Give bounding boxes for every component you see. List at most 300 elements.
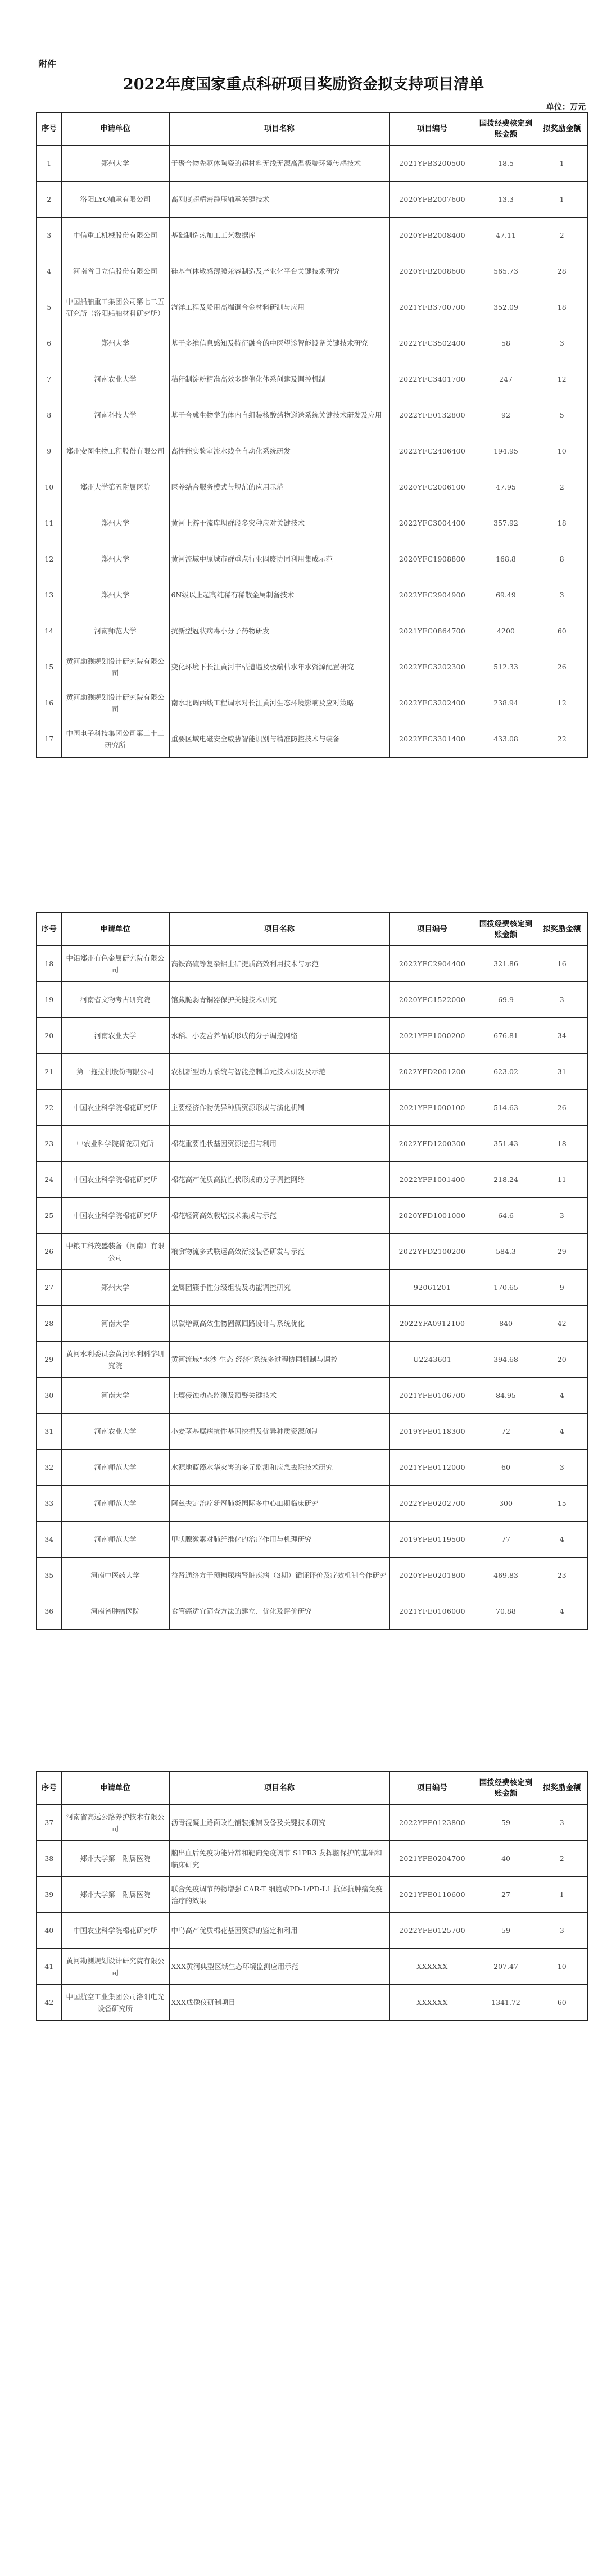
funding-amount-cell: 1341.72 (475, 1985, 537, 2021)
funding-amount-cell: 13.3 (475, 182, 537, 218)
seq-cell: 14 (37, 613, 61, 649)
project-name-cell: 食管癌适宜筛查方法的建立、优化及评价研究 (169, 1593, 389, 1630)
funding-amount-cell: 321.86 (475, 946, 537, 982)
seq-cell: 39 (37, 1877, 61, 1913)
project-code-cell: 2022YFE0132800 (389, 397, 475, 433)
applicant-cell: 郑州大学第一附属医院 (61, 1841, 169, 1877)
applicant-cell: 中粮工科茂盛装备（河南）有限公司 (61, 1234, 169, 1270)
seq-cell: 31 (37, 1414, 61, 1450)
table-row (37, 146, 587, 182)
seq-cell: 37 (37, 1805, 61, 1841)
header-project-code: 项目编号 (389, 913, 475, 946)
award-amount-cell: 26 (537, 1090, 587, 1126)
project-name-cell: 基于合成生物学的体内自组装核酸药物递送系统关键技术研发及应用 (169, 397, 389, 433)
table-header-row (37, 1772, 587, 1805)
header-award-amount: 拟奖励金额 (537, 913, 587, 946)
funding-amount-cell: 69.49 (475, 577, 537, 613)
table-row (37, 253, 587, 289)
seq-cell: 23 (37, 1126, 61, 1162)
table-header-row (37, 913, 587, 946)
award-amount-cell: 1 (537, 146, 587, 182)
applicant-cell: 中国农业科学院棉花研究所 (61, 1913, 169, 1949)
project-code-cell: 2021YFE0204700 (389, 1841, 475, 1877)
award-amount-cell: 3 (537, 577, 587, 613)
applicant-cell: 河南师范大学 (61, 1486, 169, 1522)
project-name-cell: 甲状腺激素对肺纤维化的治疗作用与机理研究 (169, 1522, 389, 1558)
table-row (37, 325, 587, 361)
table-row (37, 649, 587, 685)
project-name-cell: 棉花重要性状基因资源挖掘与利用 (169, 1126, 389, 1162)
project-name-cell: 小麦茎基腐病抗性基因挖掘及优异种质资源创制 (169, 1414, 389, 1450)
project-name-cell: 基础制造热加工工艺数据库 (169, 218, 389, 253)
project-name-cell: 农机新型动力系统与智能控制单元技术研发及示范 (169, 1054, 389, 1090)
project-name-cell: 黄河上游干流库坝群段多灾种应对关键技术 (169, 505, 389, 541)
table-row (37, 1593, 587, 1630)
funding-amount-cell: 72 (475, 1414, 537, 1450)
seq-cell: 24 (37, 1162, 61, 1198)
project-name-cell: 棉花轻简高效栽培技术集成与示范 (169, 1198, 389, 1234)
table-row (37, 505, 587, 541)
table-row (37, 1486, 587, 1522)
project-name-cell: 高刚度超精密静压轴承关键技术 (169, 182, 389, 218)
table-row (37, 1913, 587, 1949)
header-project-name: 项目名称 (169, 112, 389, 146)
project-name-cell: 阿兹夫定治疗新冠肺炎国际多中心Ⅲ期临床研究 (169, 1486, 389, 1522)
award-amount-cell: 11 (537, 1162, 587, 1198)
project-name-cell: XXX成像仪研制项目 (169, 1985, 389, 2021)
seq-cell: 40 (37, 1913, 61, 1949)
award-amount-cell: 60 (537, 613, 587, 649)
table-row (37, 1126, 587, 1162)
table-row (37, 946, 587, 982)
header-seq: 序号 (37, 112, 61, 146)
applicant-cell: 中铝郑州有色金属研究院有限公司 (61, 946, 169, 982)
project-code-cell: 2020YFE0201800 (389, 1558, 475, 1593)
award-amount-cell: 60 (537, 1985, 587, 2021)
project-code-cell: U2243601 (389, 1342, 475, 1378)
funding-amount-cell: 238.94 (475, 685, 537, 721)
project-code-cell: 2021YFE0106700 (389, 1378, 475, 1414)
seq-cell: 29 (37, 1342, 61, 1378)
award-amount-cell: 3 (537, 1450, 587, 1486)
applicant-cell: 河南省高远公路养护技术有限公司 (61, 1805, 169, 1841)
project-table-page-1 (36, 112, 588, 758)
table-row (37, 1558, 587, 1593)
header-funding-amount: 国拨经费核定到账金额 (475, 913, 537, 946)
award-amount-cell: 4 (537, 1593, 587, 1630)
seq-cell: 25 (37, 1198, 61, 1234)
funding-amount-cell: 584.3 (475, 1234, 537, 1270)
applicant-cell: 河南师范大学 (61, 1522, 169, 1558)
funding-amount-cell: 77 (475, 1522, 537, 1558)
seq-cell: 33 (37, 1486, 61, 1522)
page-title: 2022年度国家重点科研项目奖励资金拟支持项目清单 (123, 76, 484, 93)
project-name-cell: 硅基气体敏感薄膜兼容制造及产业化平台关键技术研究 (169, 253, 389, 289)
project-code-cell: 2021YFE0112000 (389, 1450, 475, 1486)
applicant-cell: 第一拖拉机股份有限公司 (61, 1054, 169, 1090)
project-table-page-3 (36, 1771, 588, 2021)
header-seq: 序号 (37, 913, 61, 946)
project-name-cell: 联合免疫调节药物增强 CAR-T 细胞或PD-1/PD-L1 抗体抗肿瘤免疫治疗的效果 (169, 1877, 389, 1913)
project-code-cell: 2021YFE0106000 (389, 1593, 475, 1630)
funding-amount-cell: 60 (475, 1450, 537, 1486)
seq-cell: 8 (37, 397, 61, 433)
project-code-cell: 2021YFF1000100 (389, 1090, 475, 1126)
table-row (37, 433, 587, 469)
project-name-cell: 馆藏脆弱青铜器保护关键技术研究 (169, 982, 389, 1018)
table-row (37, 577, 587, 613)
project-name-cell: 中乌高产优质棉花基因资源的鉴定和利用 (169, 1913, 389, 1949)
project-name-cell: 医养结合服务模式与规范的应用示范 (169, 469, 389, 505)
header-project-code: 项目编号 (389, 112, 475, 146)
header-funding-amount: 国拨经费核定到账金额 (475, 112, 537, 146)
project-code-cell: XXXXXX (389, 1949, 475, 1985)
project-name-cell: 6N级以上超高纯稀有稀散金属制备技术 (169, 577, 389, 613)
project-name-cell: 棉花高产优质高抗性状形成的分子调控网络 (169, 1162, 389, 1198)
award-amount-cell: 20 (537, 1342, 587, 1378)
applicant-cell: 河南省日立信股份有限公司 (61, 253, 169, 289)
table-row (37, 721, 587, 758)
project-name-cell: 水稻、小麦营养品质形成的分子调控网络 (169, 1018, 389, 1054)
seq-cell: 17 (37, 721, 61, 758)
funding-amount-cell: 59 (475, 1913, 537, 1949)
applicant-cell: 河南省文物考古研究院 (61, 982, 169, 1018)
project-name-cell: 主要经济作物优异种质资源形成与演化机制 (169, 1090, 389, 1126)
seq-cell: 28 (37, 1306, 61, 1342)
applicant-cell: 郑州大学 (61, 325, 169, 361)
project-code-cell: 2022YFC3004400 (389, 505, 475, 541)
award-amount-cell: 3 (537, 982, 587, 1018)
award-amount-cell: 18 (537, 1126, 587, 1162)
funding-amount-cell: 40 (475, 1841, 537, 1877)
seq-cell: 13 (37, 577, 61, 613)
award-amount-cell: 3 (537, 1198, 587, 1234)
table-row (37, 1877, 587, 1913)
table-row (37, 182, 587, 218)
project-code-cell: 2021YFF1000200 (389, 1018, 475, 1054)
funding-amount-cell: 247 (475, 361, 537, 397)
project-code-cell: 2022YFE0123800 (389, 1805, 475, 1841)
seq-cell: 7 (37, 361, 61, 397)
project-name-cell: 于聚合物先驱体陶瓷的超材料无线无源高温极端环境传感技术 (169, 146, 389, 182)
applicant-cell: 中国农业科学院棉花研究所 (61, 1162, 169, 1198)
table-row (37, 1949, 587, 1985)
applicant-cell: 河南师范大学 (61, 613, 169, 649)
project-code-cell: 2021YFE0110600 (389, 1877, 475, 1913)
project-name-cell: 以碳增氮高效生物固氮回路设计与系统优化 (169, 1306, 389, 1342)
applicant-cell: 中国电子科技集团公司第二十二研究所 (61, 721, 169, 758)
applicant-cell: 河南中医药大学 (61, 1558, 169, 1593)
funding-amount-cell: 300 (475, 1486, 537, 1522)
header-project-code: 项目编号 (389, 1772, 475, 1805)
funding-amount-cell: 676.81 (475, 1018, 537, 1054)
header-funding-amount: 国拨经费核定到账金额 (475, 1772, 537, 1805)
table-header-row (37, 112, 587, 146)
applicant-cell: 中国农业科学院棉花研究所 (61, 1198, 169, 1234)
seq-cell: 22 (37, 1090, 61, 1126)
project-code-cell: 2022YFC2406400 (389, 433, 475, 469)
applicant-cell: 河南大学 (61, 1306, 169, 1342)
award-amount-cell: 4 (537, 1522, 587, 1558)
table-row (37, 613, 587, 649)
funding-amount-cell: 352.09 (475, 289, 537, 325)
project-name-cell: 南水北调西线工程调水对长江黄河生态环境影响及应对策略 (169, 685, 389, 721)
funding-amount-cell: 69.9 (475, 982, 537, 1018)
applicant-cell: 郑州大学 (61, 577, 169, 613)
seq-cell: 6 (37, 325, 61, 361)
funding-amount-cell: 514.63 (475, 1090, 537, 1126)
project-code-cell: 2022YFE0202700 (389, 1486, 475, 1522)
seq-cell: 16 (37, 685, 61, 721)
funding-amount-cell: 512.33 (475, 649, 537, 685)
applicant-cell: 河南农业大学 (61, 1414, 169, 1450)
seq-cell: 20 (37, 1018, 61, 1054)
award-amount-cell: 4 (537, 1414, 587, 1450)
award-amount-cell: 3 (537, 1913, 587, 1949)
award-amount-cell: 26 (537, 649, 587, 685)
project-code-cell: 2022YFC3202300 (389, 649, 475, 685)
applicant-cell: 河南农业大学 (61, 1018, 169, 1054)
table-row (37, 1522, 587, 1558)
table-row (37, 1090, 587, 1126)
applicant-cell: 中农业科学院棉花研究所 (61, 1126, 169, 1162)
project-name-cell: 变化环境下长江黄河丰枯遭遇及极端枯水年水资源配置研究 (169, 649, 389, 685)
award-amount-cell: 1 (537, 182, 587, 218)
applicant-cell: 郑州大学 (61, 146, 169, 182)
award-amount-cell: 2 (537, 1841, 587, 1877)
applicant-cell: 河南大学 (61, 1378, 169, 1414)
project-name-cell: 高铁高硫等复杂铝土矿提质高效利用技术与示范 (169, 946, 389, 982)
seq-cell: 32 (37, 1450, 61, 1486)
award-amount-cell: 18 (537, 505, 587, 541)
funding-amount-cell: 168.8 (475, 541, 537, 577)
project-name-cell: 金属团簇手性分级组装及功能调控研究 (169, 1270, 389, 1306)
project-code-cell: 2022YFC3401700 (389, 361, 475, 397)
funding-amount-cell: 623.02 (475, 1054, 537, 1090)
applicant-cell: 河南师范大学 (61, 1450, 169, 1486)
applicant-cell: 黄河勘测规划设计研究院有限公司 (61, 1949, 169, 1985)
award-amount-cell: 10 (537, 1949, 587, 1985)
project-name-cell: 粮食物流多式联运高效衔接装备研发与示范 (169, 1234, 389, 1270)
table-row (37, 1054, 587, 1090)
project-code-cell: 2021YFB3200500 (389, 146, 475, 182)
project-code-cell: 2020YFC2006100 (389, 469, 475, 505)
project-code-cell: 2020YFD1001000 (389, 1198, 475, 1234)
project-code-cell: 2022YFC3202400 (389, 685, 475, 721)
award-amount-cell: 28 (537, 253, 587, 289)
funding-amount-cell: 394.68 (475, 1342, 537, 1378)
applicant-cell: 郑州大学 (61, 505, 169, 541)
award-amount-cell: 2 (537, 469, 587, 505)
award-amount-cell: 18 (537, 289, 587, 325)
header-project-name: 项目名称 (169, 913, 389, 946)
seq-cell: 18 (37, 946, 61, 982)
table-row (37, 361, 587, 397)
project-name-cell: 重要区域电磁安全威胁智能识别与精准防控技术与装备 (169, 721, 389, 758)
seq-cell: 41 (37, 1949, 61, 1985)
award-amount-cell: 16 (537, 946, 587, 982)
table-row (37, 1450, 587, 1486)
project-code-cell: 2020YFB2008600 (389, 253, 475, 289)
header-applicant: 申请单位 (61, 1772, 169, 1805)
table-row (37, 1270, 587, 1306)
project-table-page-2 (36, 912, 588, 1630)
funding-amount-cell: 194.95 (475, 433, 537, 469)
seq-cell: 9 (37, 433, 61, 469)
applicant-cell: 郑州安图生物工程股份有限公司 (61, 433, 169, 469)
funding-amount-cell: 47.95 (475, 469, 537, 505)
project-code-cell: 92061201 (389, 1270, 475, 1306)
applicant-cell: 郑州大学第一附属医院 (61, 1877, 169, 1913)
project-name-cell: 秸秆制淀粉精准高效多酶催化体系创建及调控机制 (169, 361, 389, 397)
applicant-cell: 郑州大学第五附属医院 (61, 469, 169, 505)
funding-amount-cell: 84.95 (475, 1378, 537, 1414)
project-name-cell: 抗新型冠状病毒小分子药物研发 (169, 613, 389, 649)
applicant-cell: 郑州大学 (61, 541, 169, 577)
award-amount-cell: 31 (537, 1054, 587, 1090)
project-code-cell: 2020YFB2008400 (389, 218, 475, 253)
funding-amount-cell: 18.5 (475, 146, 537, 182)
seq-cell: 2 (37, 182, 61, 218)
project-code-cell: 2020YFB2007600 (389, 182, 475, 218)
award-amount-cell: 2 (537, 218, 587, 253)
table-row (37, 469, 587, 505)
table-row (37, 541, 587, 577)
seq-cell: 11 (37, 505, 61, 541)
project-code-cell: 2022YFD2100200 (389, 1234, 475, 1270)
table-row (37, 982, 587, 1018)
project-name-cell: 黄河流域中原城市群重点行业固废协同利用集成示范 (169, 541, 389, 577)
applicant-cell: 黄河水利委员会黄河水利科学研究院 (61, 1342, 169, 1378)
project-code-cell: 2022YFC2904400 (389, 946, 475, 982)
project-code-cell: 2021YFB3700700 (389, 289, 475, 325)
award-amount-cell: 5 (537, 397, 587, 433)
applicant-cell: 黄河勘测规划设计研究院有限公司 (61, 685, 169, 721)
award-amount-cell: 34 (537, 1018, 587, 1054)
award-amount-cell: 8 (537, 541, 587, 577)
project-name-cell: 水源地蓝藻水华灾害的多元监测和应急去除技术研究 (169, 1450, 389, 1486)
header-award-amount: 拟奖励金额 (537, 1772, 587, 1805)
funding-amount-cell: 565.73 (475, 253, 537, 289)
project-code-cell: 2022YFD2001200 (389, 1054, 475, 1090)
funding-amount-cell: 58 (475, 325, 537, 361)
award-amount-cell: 22 (537, 721, 587, 758)
seq-cell: 10 (37, 469, 61, 505)
applicant-cell: 黄河勘测规划设计研究院有限公司 (61, 649, 169, 685)
award-amount-cell: 9 (537, 1270, 587, 1306)
applicant-cell: 河南省肿瘤医院 (61, 1593, 169, 1630)
funding-amount-cell: 64.6 (475, 1198, 537, 1234)
award-amount-cell: 29 (537, 1234, 587, 1270)
project-code-cell: 2022YFC2904900 (389, 577, 475, 613)
table-row (37, 1414, 587, 1450)
applicant-cell: 中国船舶重工集团公司第七二五研究所（洛阳船舶材料研究所） (61, 289, 169, 325)
unit-label: 单位：万元 (546, 103, 586, 112)
project-code-cell: 2022YFF1001400 (389, 1162, 475, 1198)
table-row (37, 1342, 587, 1378)
header-award-amount: 拟奖励金额 (537, 112, 587, 146)
applicant-cell: 中信重工机械股份有限公司 (61, 218, 169, 253)
header-seq: 序号 (37, 1772, 61, 1805)
seq-cell: 30 (37, 1378, 61, 1414)
table-row (37, 1378, 587, 1414)
seq-cell: 34 (37, 1522, 61, 1558)
project-code-cell: 2020YFC1522000 (389, 982, 475, 1018)
award-amount-cell: 3 (537, 325, 587, 361)
project-code-cell: 2022YFA0912100 (389, 1306, 475, 1342)
table-row (37, 1018, 587, 1054)
table-row (37, 397, 587, 433)
seq-cell: 21 (37, 1054, 61, 1090)
table-row (37, 289, 587, 325)
header-applicant: 申请单位 (61, 913, 169, 946)
funding-amount-cell: 170.65 (475, 1270, 537, 1306)
funding-amount-cell: 351.43 (475, 1126, 537, 1162)
project-code-cell: 2022YFE0125700 (389, 1913, 475, 1949)
award-amount-cell: 10 (537, 433, 587, 469)
applicant-cell: 中国农业科学院棉花研究所 (61, 1090, 169, 1126)
table-row (37, 1234, 587, 1270)
project-code-cell: 2022YFC3301400 (389, 721, 475, 758)
project-name-cell: 高性能实验室流水线全自动化系统研发 (169, 433, 389, 469)
project-name-cell: 黄河流域“水沙-生态-经济”系统多过程协同机制与调控 (169, 1342, 389, 1378)
project-name-cell: 基于多维信息感知及特征融合的中医望诊智能设备关键技术研究 (169, 325, 389, 361)
funding-amount-cell: 840 (475, 1306, 537, 1342)
funding-amount-cell: 92 (475, 397, 537, 433)
table-row (37, 1162, 587, 1198)
attachment-label: 附件 (38, 58, 57, 69)
seq-cell: 1 (37, 146, 61, 182)
applicant-cell: 河南农业大学 (61, 361, 169, 397)
seq-cell: 35 (37, 1558, 61, 1593)
award-amount-cell: 3 (537, 1805, 587, 1841)
seq-cell: 19 (37, 982, 61, 1018)
seq-cell: 42 (37, 1985, 61, 2021)
project-code-cell: 2019YFE0118300 (389, 1414, 475, 1450)
project-name-cell: 土壤侵蚀动态监测及预警关键技术 (169, 1378, 389, 1414)
funding-amount-cell: 218.24 (475, 1162, 537, 1198)
seq-cell: 3 (37, 218, 61, 253)
seq-cell: 36 (37, 1593, 61, 1630)
table-row (37, 1198, 587, 1234)
project-code-cell: 2021YFC0864700 (389, 613, 475, 649)
funding-amount-cell: 357.92 (475, 505, 537, 541)
project-code-cell: 2022YFC3502400 (389, 325, 475, 361)
project-code-cell: 2022YFD1200300 (389, 1126, 475, 1162)
seq-cell: 12 (37, 541, 61, 577)
table-row (37, 1985, 587, 2021)
table-row (37, 1841, 587, 1877)
header-project-name: 项目名称 (169, 1772, 389, 1805)
seq-cell: 27 (37, 1270, 61, 1306)
table-row (37, 1306, 587, 1342)
funding-amount-cell: 433.08 (475, 721, 537, 758)
award-amount-cell: 1 (537, 1877, 587, 1913)
header-applicant: 申请单位 (61, 112, 169, 146)
table-row (37, 685, 587, 721)
award-amount-cell: 4 (537, 1378, 587, 1414)
project-name-cell: 脑出血后免疫功能异常和靶向免疫调节 S1PR3 发挥脑保护的基础和临床研究 (169, 1841, 389, 1877)
applicant-cell: 中国航空工业集团公司洛阳电光设备研究所 (61, 1985, 169, 2021)
project-name-cell: 海洋工程及船用高端铜合金材料研制与应用 (169, 289, 389, 325)
project-name-cell: 益肾通络方干预糖尿病肾脏疾病（3期）循证评价及疗效机制合作研究 (169, 1558, 389, 1593)
funding-amount-cell: 70.88 (475, 1593, 537, 1630)
seq-cell: 5 (37, 289, 61, 325)
project-name-cell: XXX黄河典型区域生态环境监测应用示范 (169, 1949, 389, 1985)
project-code-cell: 2019YFE0119500 (389, 1522, 475, 1558)
seq-cell: 26 (37, 1234, 61, 1270)
award-amount-cell: 42 (537, 1306, 587, 1342)
